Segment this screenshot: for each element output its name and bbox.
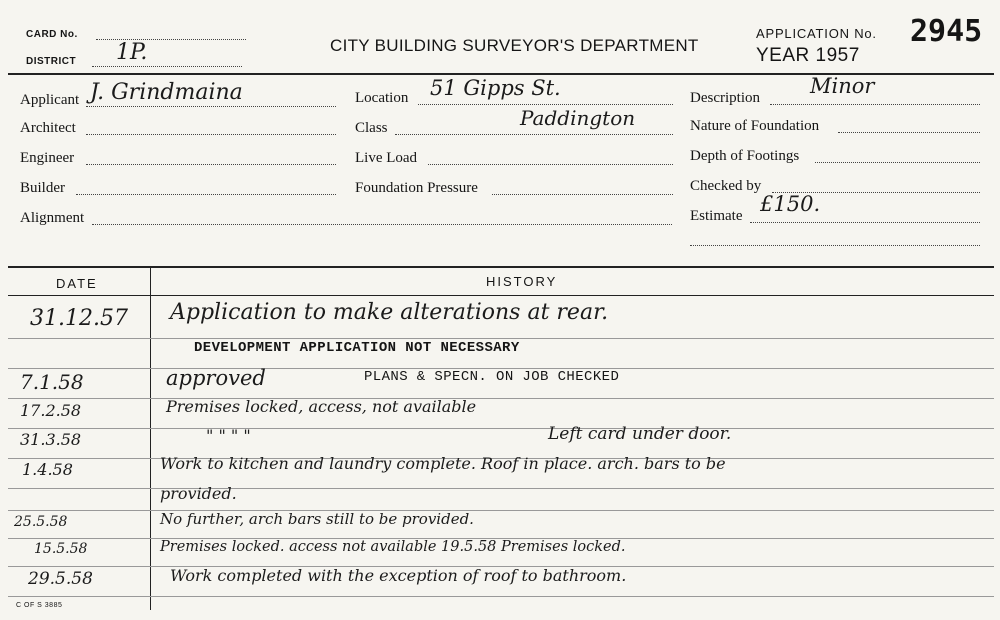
date-column-divider xyxy=(150,268,151,610)
engineer-label: Engineer xyxy=(20,150,75,166)
history-row-extra: Left card under door. xyxy=(548,424,732,444)
row-line xyxy=(8,488,994,489)
history-row-text: Premises locked. access not available 19.5.58 Premises locked. xyxy=(160,539,626,555)
engineer-dots xyxy=(86,164,336,165)
year-label: YEAR 1957 xyxy=(756,45,860,66)
estimate-value: £150. xyxy=(760,192,821,216)
extra-dots xyxy=(690,245,980,246)
row-line xyxy=(8,596,994,597)
builder-label: Builder xyxy=(20,180,65,196)
district-label: DISTRICT xyxy=(26,56,77,67)
architect-label: Architect xyxy=(20,120,76,136)
district-value: 1P. xyxy=(116,40,148,65)
history-row-text: " " " " xyxy=(206,426,251,445)
live-load-label: Live Load xyxy=(355,150,418,166)
estimate-dots xyxy=(750,222,980,223)
department-title: CITY BUILDING SURVEYOR'S DEPARTMENT xyxy=(330,36,699,55)
history-header-rule xyxy=(8,295,994,296)
location-dots xyxy=(418,104,673,105)
history-header: HISTORY xyxy=(486,274,558,289)
history-row-text: Work completed with the exception of roof to bathroom. xyxy=(170,566,627,585)
form-code: C OF S 3885 xyxy=(16,602,63,609)
class-label: Class xyxy=(355,120,388,136)
location-value-1: 51 Gipps St. xyxy=(430,76,561,100)
district-dots xyxy=(92,66,242,67)
foundation-pressure-dots xyxy=(492,194,673,195)
description-dots xyxy=(770,104,980,105)
nature-dots xyxy=(838,132,980,133)
alignment-label: Alignment xyxy=(20,210,85,226)
foundation-pressure-label: Foundation Pressure xyxy=(355,180,478,196)
applicant-value: J. Grindmaina xyxy=(90,80,243,105)
depth-of-footings-label: Depth of Footings xyxy=(690,148,800,164)
description-value: Minor xyxy=(810,74,875,98)
row-line xyxy=(8,398,994,399)
history-row-date: 25.5.58 xyxy=(14,514,68,530)
location-value-2: Paddington xyxy=(520,106,636,130)
history-row-date: 7.1.58 xyxy=(20,370,84,394)
row-line xyxy=(8,338,994,339)
application-no: 2945 xyxy=(910,14,983,49)
alignment-dots xyxy=(92,224,672,225)
history-row-text: Premises locked, access, not available xyxy=(166,397,477,416)
live-load-dots xyxy=(428,164,673,165)
description-label: Description xyxy=(690,90,760,106)
history-row-text: provided. xyxy=(160,484,237,503)
architect-dots xyxy=(86,134,336,135)
history-row-date: 31.12.57 xyxy=(30,306,128,331)
history-row-date: 31.3.58 xyxy=(20,430,82,449)
estimate-label: Estimate xyxy=(690,208,743,224)
card-no-label: CARD No. xyxy=(26,29,78,40)
applicant-label: Applicant xyxy=(20,92,80,108)
nature-of-foundation-label: Nature of Foundation xyxy=(690,118,820,134)
applicant-dots xyxy=(86,106,336,107)
history-row-date: 15.5.58 xyxy=(34,541,88,557)
row-line xyxy=(8,428,994,429)
history-row-text: Work to kitchen and laundry complete. Roof in place. arch. bars to be xyxy=(160,454,726,473)
history-row-date: 29.5.58 xyxy=(28,569,93,589)
history-row-text: No further, arch bars still to be provided. xyxy=(160,510,474,528)
application-no-label: APPLICATION No. xyxy=(756,26,877,41)
history-top-rule xyxy=(8,266,994,268)
row-line xyxy=(8,510,994,511)
history-row-text: Application to make alterations at rear. xyxy=(170,300,609,325)
checked-by-label: Checked by xyxy=(690,178,762,194)
depth-dots xyxy=(815,162,980,163)
location-label: Location xyxy=(355,90,409,106)
date-header: DATE xyxy=(56,276,98,291)
builder-dots xyxy=(76,194,336,195)
history-row-text: approved xyxy=(166,366,266,390)
history-stamp: PLANS & SPECN. ON JOB CHECKED xyxy=(364,369,620,385)
history-row-date: 17.2.58 xyxy=(20,401,82,420)
history-stamp: DEVELOPMENT APPLICATION NOT NECESSARY xyxy=(194,340,520,356)
class-dots xyxy=(395,134,673,135)
history-row-date: 1.4.58 xyxy=(22,460,73,479)
